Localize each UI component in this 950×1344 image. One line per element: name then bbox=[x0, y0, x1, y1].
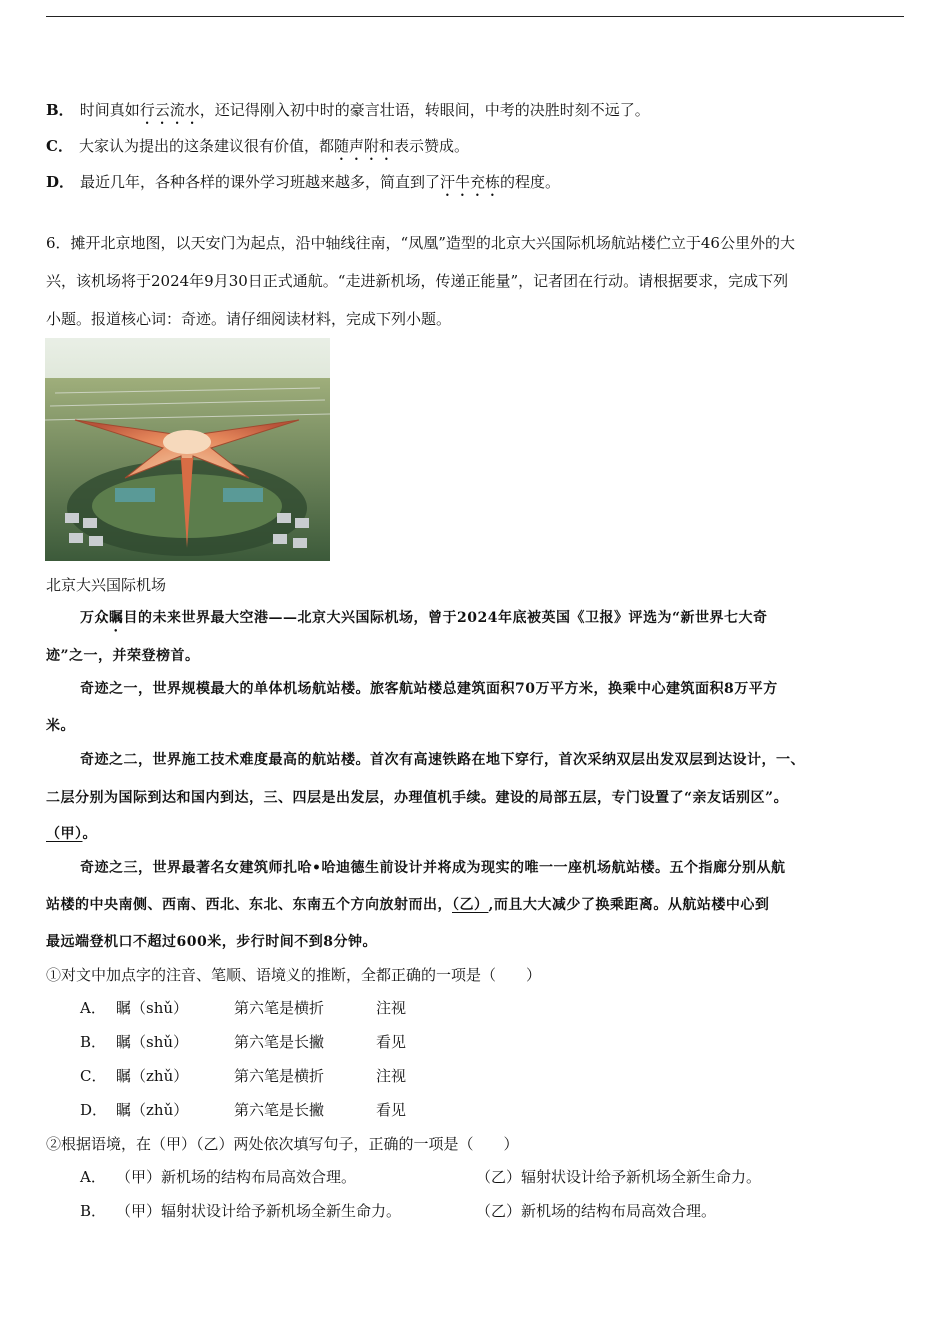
passage-p4-line1: 奇迹之三，世界最著名女建筑师扎哈•哈迪德生前设计并将成为现实的唯一一座机场航站楼。五个指廊分别从航 bbox=[80, 860, 786, 876]
sub1-stem: ①对文中加点字的注音、笔顺、语境义的推断，全都正确的一项是（ ） bbox=[46, 966, 542, 984]
question6-line1: 6．摊开北京地图，以天安门为起点，沿中轴线往南，“凤凰”造型的北京大兴国际机场航站楼伫立于46公里外的大 bbox=[46, 234, 795, 252]
option-d-line: D． 最近几年，各种各样的课外学习班越来越多，简直到了汗牛充栋的程度。 bbox=[46, 173, 561, 191]
airport-photo bbox=[45, 338, 330, 561]
passage-p2-line1: 奇迹之一，世界规模最大的单体机场航站楼。旅客航站楼总建筑面积70万平方米，换乘中心建筑面积8万平方 bbox=[80, 681, 778, 697]
question6-line2: 兴，该机场将于2024年9月30日正式通航。“走进新机场，传递正能量”，记者团在行动。请根据要求，完成下列 bbox=[46, 272, 789, 290]
passage-p3-line3: （甲）。 bbox=[46, 826, 97, 842]
dotted-idiom-d: 汗牛充栋 bbox=[440, 173, 501, 191]
passage-p2-line2: 米。 bbox=[46, 718, 75, 734]
sub1-option-d: D． 瞩（zhǔ） 第六笔是长撇 看见 bbox=[80, 1101, 407, 1119]
passage-p3-line2: 二层分别为国际到达和国内到达，三、四层是出发层，办理值机手续。建设的局部五层，专门设置了“亲友话别区”。 bbox=[46, 790, 789, 806]
dotted-idiom-b: 行云流水 bbox=[139, 101, 200, 119]
airport-photo-icon bbox=[45, 338, 330, 561]
passage-p4-line3: 最远端登机口不超过600米，步行时间不到8分钟。 bbox=[46, 934, 377, 950]
dotted-idiom-c: 随声附和 bbox=[333, 137, 394, 155]
blank-yi: （乙） bbox=[452, 897, 489, 913]
sub1-option-c: C． 瞩（zhǔ） 第六笔是横折 注视 bbox=[80, 1067, 407, 1085]
photo-caption: 北京大兴国际机场 bbox=[46, 576, 167, 594]
option-c-line: C． 大家认为提出的这条建议很有价值，都随声附和表示赞成。 bbox=[46, 137, 469, 155]
sub2-stem: ②根据语境，在（甲）（乙）两处依次填写句子，正确的一项是（ ） bbox=[46, 1135, 519, 1153]
sub1-option-a: A． 瞩（shǔ） 第六笔是横折 注视 bbox=[80, 999, 407, 1017]
dotted-char-zhu: 瞩 bbox=[109, 610, 124, 626]
passage-p4-line2: 站楼的中央南侧、西南、西北、东北、东南五个方向放射而出，（乙）,而且大大减少了换乘距离。从航站楼中心到 bbox=[46, 897, 770, 913]
passage-p1-line1: 万众瞩目的未来世界最大空港——北京大兴国际机场，曾于2024年底被英国《卫报》评选为“新世界七大奇 bbox=[80, 610, 768, 626]
blank-jia: （甲） bbox=[46, 826, 83, 842]
passage-p3-line1: 奇迹之二，世界施工技术难度最高的航站楼。首次有高速铁路在地下穿行，首次采纳双层出发双层到达设计，一、 bbox=[80, 752, 805, 768]
sub2-option-b: B． （甲）辐射状设计给予新机场全新生命力。 （乙）新机场的结构布局高效合理。 bbox=[80, 1202, 717, 1220]
sub1-option-b: B． 瞩（shǔ） 第六笔是长撇 看见 bbox=[80, 1033, 407, 1051]
sub2-option-a: A． （甲）新机场的结构布局高效合理。 （乙）辐射状设计给予新机场全新生命力。 bbox=[80, 1168, 762, 1186]
passage-p1-line2: 迹”之一，并荣登榜首。 bbox=[46, 648, 200, 664]
header-rule bbox=[46, 16, 904, 17]
option-b-line: B． 时间真如行云流水，还记得刚入初中时的豪言壮语，转眼间，中考的决胜时刻不远了。 bbox=[46, 101, 650, 119]
question6-line3: 小题。报道核心词：奇迹。请仔细阅读材料，完成下列小题。 bbox=[46, 310, 452, 328]
